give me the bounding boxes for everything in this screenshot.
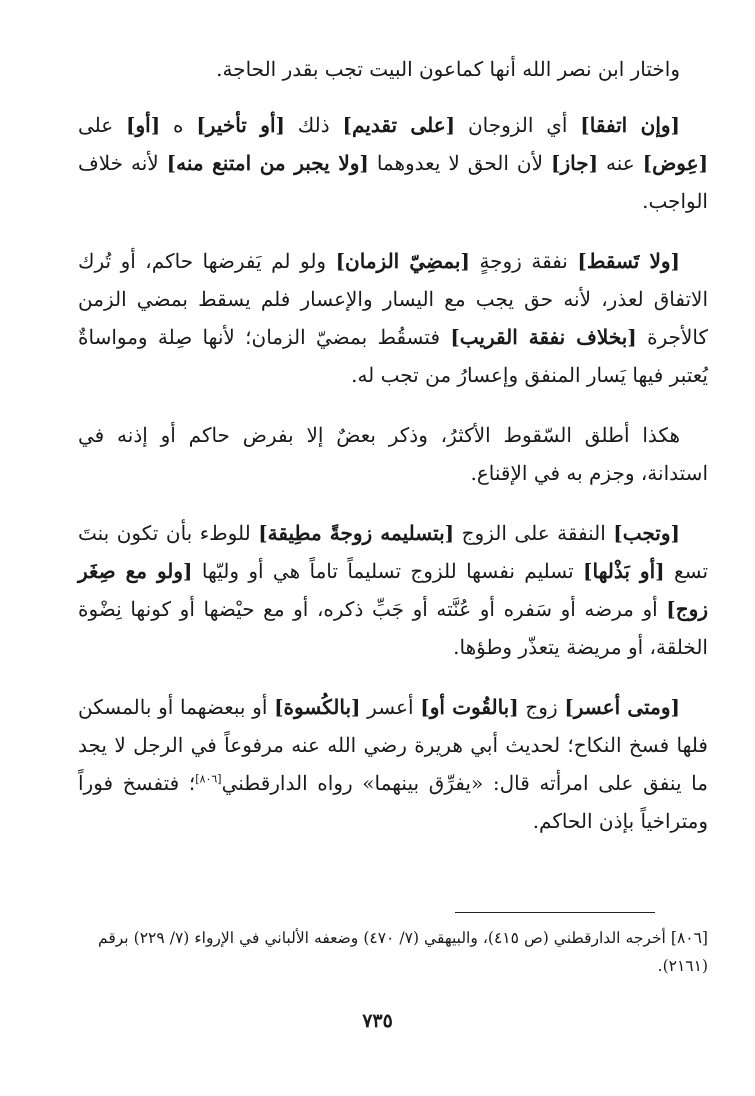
page-number: ٧٣٥ — [362, 1010, 393, 1032]
matn-text: [ولو مع صِغَر زوج] — [78, 559, 708, 621]
commentary-text: على — [78, 113, 127, 137]
matn-text: [بالقُوت أو] — [420, 695, 519, 719]
matn-text: [بمضِيّ الزمان] — [335, 249, 470, 273]
commentary-text: ذلك — [284, 113, 343, 137]
matn-text: [جاز] — [550, 151, 599, 175]
matn-text: [عِوض] — [642, 151, 709, 175]
paragraph — [78, 242, 708, 394]
commentary-text: نفقة زوجةٍ — [469, 249, 578, 273]
commentary-text: أي الزوجان — [455, 113, 581, 137]
matn-text: [ولا تَسقط] — [577, 249, 680, 273]
matn-text: [بخلاف نفقة القريب] — [450, 325, 637, 349]
footnote-divider — [455, 912, 655, 913]
commentary-text: واختار ابن نصر الله أنها كماعون البيت تجب بقدر الحاجة. — [216, 57, 680, 81]
commentary-text: عنه — [598, 151, 643, 175]
paragraph — [78, 50, 708, 88]
commentary-text: لأنه خلاف الواجب. — [78, 151, 708, 213]
commentary-text: ه — [160, 113, 197, 137]
matn-text: [على تقديم] — [342, 113, 456, 137]
commentary-text: ؛ فتفسخ فوراً ومتراخياً بإذن الحاكم. — [78, 771, 708, 833]
commentary-text: هكذا أطلق السّقوط الأكثرُ، وذكر بعضٌ إلا بفرض حاكم أو إذنه في استدانة، وجزم به في الإقناع. — [78, 423, 708, 485]
paragraph — [78, 106, 708, 220]
commentary-text: أو مرضه أو سَفره أو عُنَّته أو جَبِّ ذكره، أو مع حيْضها أو كونها نِضْوة الخلقة، أو مريضة يتعذّر وطؤها. — [78, 597, 708, 659]
matn-text: [وتجب] — [613, 521, 680, 545]
commentary-text: أو ببعضهما أو بالمسكن فلها فسخ النكاح؛ لحديث أبي هريرة رضي الله عنه مرفوعاً في الرجل لا يجد ما ينفق على امرأته قال: «يفرِّق بينهما» رواه الدارقطني — [78, 695, 708, 795]
page-body — [78, 50, 708, 840]
commentary-text: زوج — [518, 695, 565, 719]
matn-text: [بتسليمه زوجةً مطِيقة] — [258, 521, 455, 545]
matn-text: [ولا يجبر من امتنع منه] — [166, 151, 369, 175]
matn-text: [بالكُسوة] — [274, 695, 361, 719]
commentary-text: أعسر — [360, 695, 421, 719]
commentary-text: ولو لم يَفرضها حاكم، أو تُرك الاتفاق لعذر، لأنه حق يجب مع اليسار والإعسار فلم يسقط بمضي الزمن كالأجرة — [78, 249, 708, 349]
matn-text: [وإن اتفقا] — [580, 113, 681, 137]
matn-text: [أو] — [126, 113, 161, 137]
commentary-text: تسليم نفسها للزوج تسليماً تاماً هي أو وليّها — [192, 559, 584, 583]
commentary-text: للوطء بأن تكون بنتَ تسع — [78, 521, 709, 583]
commentary-text: لأن الحق لا يعدوهما — [368, 151, 551, 175]
footnote-reference: [٨٠٦] — [195, 772, 222, 786]
matn-text: [أو بَذْلها] — [583, 559, 665, 583]
footnote: [٨٠٦] أخرجه الدارقطني (ص ٤١٥)، والبيهقي (٧/ ٤٧٠) وضعفه الألباني في الإرواء (٧/ ٢٢٩) برقم (٢١٦١). — [98, 929, 708, 975]
commentary-text: فتسقُط بمضيّ الزمان؛ لأنها صِلة ومواساةٌ يُعتبر فيها يَسار المنفق وإعسارُ من تجب له. — [78, 325, 708, 387]
paragraph — [78, 688, 708, 840]
matn-text: [أو تأخير] — [196, 113, 285, 137]
commentary-text: النفقة على الزوج — [454, 521, 614, 545]
paragraph — [78, 416, 708, 492]
paragraph — [78, 514, 708, 666]
matn-text: [ومتى أعسر] — [564, 695, 680, 719]
